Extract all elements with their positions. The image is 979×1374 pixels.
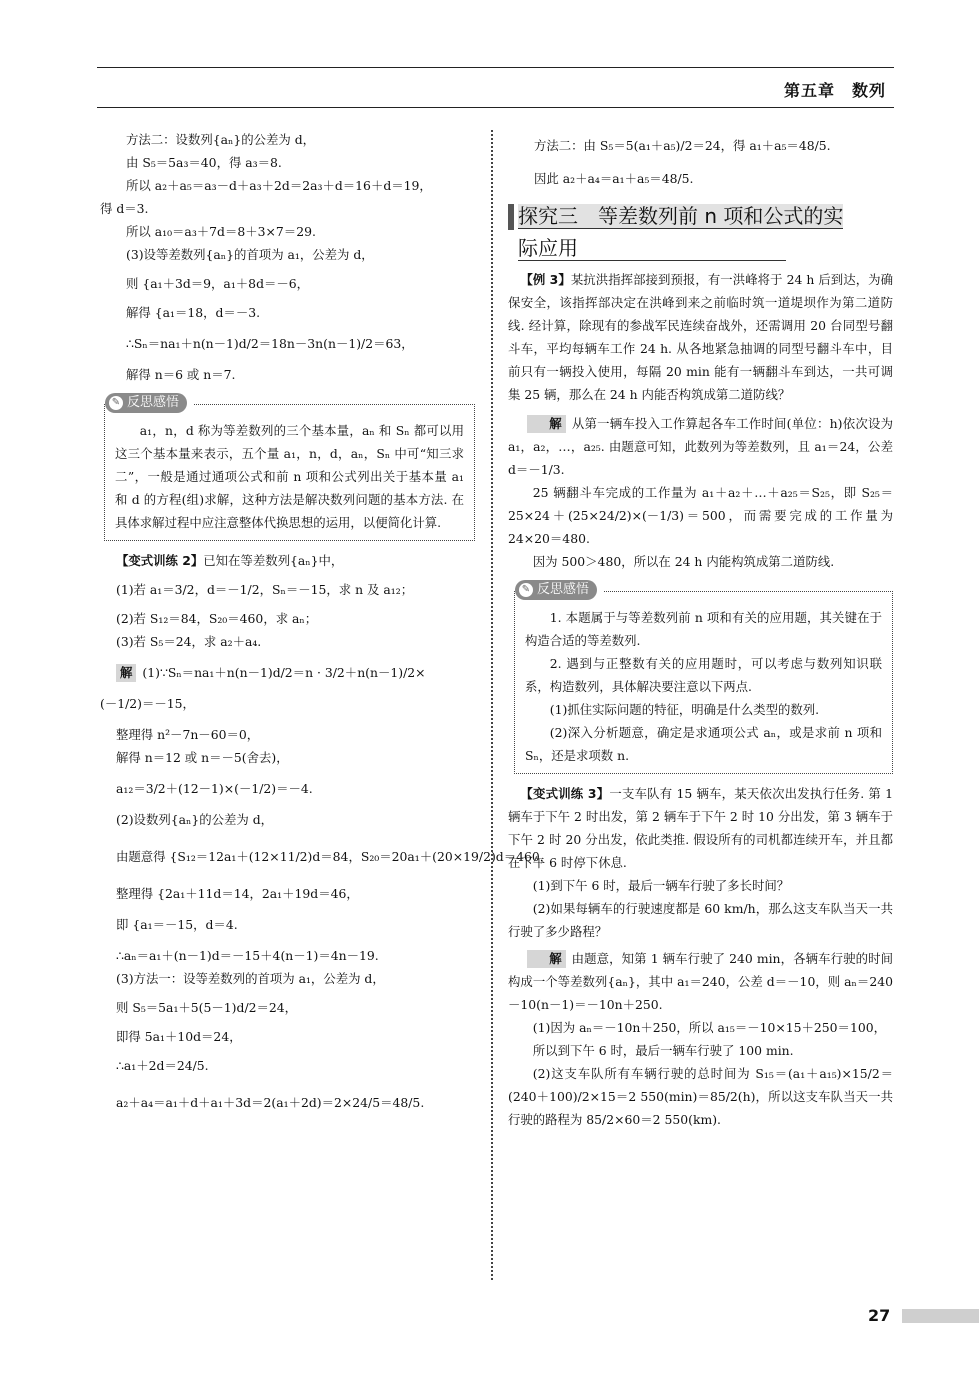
- chapter-title: 第五章 数列: [783, 81, 886, 100]
- text-line: 解得 n＝6 或 n＝7.: [126, 367, 236, 382]
- question-line: (2)若 S₁₂＝84，S₂₀＝460，求 aₙ；: [116, 611, 318, 626]
- equation-system: 整理得 {2a₁＋11d＝14，2a₁＋19d＝46，: [116, 886, 359, 901]
- reflection-text: (1)抓住实际问题的特征，明确是什么类型的数列.: [549, 702, 820, 717]
- solution-paragraph: (1)因为 aₙ＝－10n＋250，所以 a₁₅＝－10×15＋250＝100，: [532, 1020, 886, 1035]
- pencil-icon: ✎: [519, 583, 533, 597]
- exercise-heading: 【变式训练 2】已知在等差数列{aₙ}中，: [116, 553, 344, 568]
- solution-badge: 解: [116, 664, 136, 682]
- solution-line: 解得 n＝12 或 n＝－5(舍去)，: [116, 750, 289, 765]
- solution-line: (2)设数列{aₙ}的公差为 d，: [116, 812, 274, 827]
- reflection-tab: ✎ 反思感悟: [515, 580, 603, 600]
- solution-line: 整理得 n²－7n－60＝0，: [116, 727, 260, 742]
- text-line: 所以 a₂＋a₅＝a₃－d＋a₃＋2d＝2a₃＋d＝16＋d＝19，: [126, 178, 432, 193]
- solution-line: (－1/2)＝－15，: [100, 696, 195, 711]
- section-heading: [508, 200, 893, 264]
- exercise-paragraph: 【变式训练 3】一支车队有 15 辆车，某天依次出发执行任务. 第 1 辆车于下午 2 时出发，第 2 辆车于下午 2 时 10 分出发，第 3 辆车于下午 2 时 20 分出发，依此类推. 假设所有的司机都连续开车，并且都在下午 6 时停下休息.: [508, 786, 894, 870]
- solution-line: 解 (1)∵Sₙ＝na₁＋n(n－1)d/2＝n · 3/2＋n(n－1)/2×: [100, 661, 475, 684]
- right-column: [508, 128, 893, 1131]
- reflection-text: 1. 本题属于与等差数列前 n 项和有关的应用题，其关键在于构造合适的等差数列.: [525, 610, 882, 648]
- text-line: 所以 a₁₀＝a₃＋7d＝8＋3×7＝29.: [126, 224, 316, 239]
- header-rule: [97, 107, 894, 108]
- solution-paragraph: (2)这支车队所有车辆行驶的总时间为 S₁₅＝(a₁＋a₁₅)×15/2＝(240＋100)/2×15＝2 550(min)＝85/2(h)，所以这支车队当天一共行驶的路程为 85/2×60＝2 550(km).: [508, 1066, 893, 1127]
- solution-badge: 解: [527, 950, 566, 968]
- solution-line: (3)方法一：设等差数列的首项为 a₁，公差为 d，: [116, 971, 385, 986]
- section-title-cont: 际应用: [518, 236, 786, 261]
- page-header: [97, 67, 894, 108]
- solution-badge: 解: [527, 415, 566, 433]
- text-line: (3)设等差数列{aₙ}的首项为 a₁，公差为 d，: [126, 247, 374, 262]
- example-paragraph: 【例 3】某抗洪指挥部接到预报，有一洪峰将于 24 h 后到达，为确保安全，该指挥部决定在洪峰到来之前临时筑一道堤坝作为第二道防线. 经计算，除现有的参战军民连续奋战外，还需调用 20 台同型号翻斗车，平均每辆车工作 24 h. 从各地紧急抽调的同型号翻斗车中，目前只有一辆投入使用，每隔 20 min 能有一辆翻斗车到达，一共可调集 25 辆，那么在 24 h 内能否构筑成第二道防线？: [508, 272, 894, 402]
- page-number-bar: [902, 1309, 979, 1323]
- solution-line: a₁₂＝3/2＋(12－1)×(－1/2)＝－4.: [116, 781, 313, 796]
- solution-line: ∴a₁＋2d＝24/5.: [116, 1058, 209, 1073]
- solution-paragraph: 解 由题意，知第 1 辆车行驶了 240 min，各辆车行驶的时间构成一个等差数列{aₙ}，其中 a₁＝240，公差 d＝－10，则 aₙ＝240－10(n－1)＝－10n＋250.: [508, 951, 893, 1012]
- text-line: 方法二：设数列{aₙ}的公差为 d，: [126, 132, 316, 147]
- solution-line: 即得 5a₁＋10d＝24，: [116, 1029, 242, 1044]
- text-line: 由 S₅＝5a₃＝40，得 a₃＝8.: [126, 155, 282, 170]
- formula-line: ∴Sₙ＝na₁＋n(n－1)d/2＝18n－3n(n－1)/2＝63，: [126, 336, 414, 351]
- text-line: 得 d＝3.: [100, 201, 149, 216]
- reflection-text: a₁，n，d 称为等差数列的三个基本量，aₙ 和 Sₙ 都可以用这三个基本量来表示，五个量 a₁，n，d，aₙ，Sₙ 中可“知三求二”，一般是通过通项公式和前 n 项和公式列出关于基本量 a₁ 和 d 的方程(组)求解，这种方法是解决数列问题的基本方法. 在具体求解过程中应注意整体代换思想的运用，以便简化计算.: [115, 423, 464, 530]
- reflection-box: [514, 582, 893, 774]
- reflection-text: 2. 遇到与正整数有关的应用题时，可以考虑与数列知识联系，构造数列，具体解决要注意以下两点.: [525, 656, 882, 694]
- equation-system: 解得 {a₁＝18，d＝－3.: [126, 305, 261, 320]
- solution-paragraph: 解 从第一辆车投入工作算起各车工作时间(单位：h)依次设为 a₁，a₂，…，a₂₅. 由题意可知，此数列为等差数列，且 a₁＝24，公差 d＝－1/3.: [508, 416, 893, 477]
- section-title: 探究三 等差数列前 n 项和公式的实: [518, 204, 844, 228]
- equation-system: 则 {a₁＋3d＝9，a₁＋8d＝－6，: [126, 276, 310, 291]
- solution-line: a₂＋a₄＝a₁＋d＋a₁＋3d＝2(a₁＋2d)＝2×24/5＝48/5.: [116, 1095, 425, 1110]
- reflection-tab: ✎ 反思感悟: [105, 393, 193, 413]
- column-divider: [491, 130, 493, 1280]
- pencil-icon: ✎: [109, 396, 123, 410]
- solution-line: ∴aₙ＝a₁＋(n－1)d＝－15＋4(n－1)＝4n－19.: [116, 948, 379, 963]
- equation-system: 即 {a₁＝－15，d＝4.: [116, 917, 238, 932]
- solution-paragraph: 所以到下午 6 时，最后一辆车行驶了 100 min.: [532, 1043, 794, 1058]
- question-line: (2)如果每辆车的行驶速度都是 60 km/h，那么这支车队当天一共行驶了多少路程？: [508, 901, 893, 939]
- question-line: (3)若 S₅＝24，求 a₂＋a₄.: [116, 634, 262, 649]
- solution-paragraph: 因为 500＞480，所以在 24 h 内能构筑成第二道防线.: [532, 554, 835, 569]
- solution-line: 则 S₅＝5a₁＋5(5－1)d/2＝24，: [116, 1000, 298, 1015]
- page-number: 27: [868, 1306, 891, 1325]
- question-line: (1)到下午 6 时，最后一辆车行驶了多长时间？: [532, 878, 790, 893]
- solution-paragraph: 25 辆翻斗车完成的工作量为 a₁＋a₂＋…＋a₂₅＝S₂₅，即 S₂₅＝25×24＋(25×24/2)×(－1/3)＝500，而需要完成的工作量为 24×20＝480.: [508, 485, 893, 546]
- formula-line: 方法二：由 S₅＝5(a₁＋a₅)/2＝24，得 a₁＋a₅＝48/5.: [534, 138, 831, 153]
- equation-system: 由题意得 {S₁₂＝12a₁＋(12×11/2)d＝84，S₂₀＝20a₁＋(20×19/2)d＝460，: [116, 849, 553, 864]
- reflection-text: (2)深入分析题意，确定是求通项公式 aₙ，或是求前 n 项和 Sₙ，还是求项数 n.: [525, 725, 882, 763]
- section-bar: [508, 204, 514, 230]
- reflection-box: [104, 395, 475, 541]
- formula-line: 因此 a₂＋a₄＝a₁＋a₅＝48/5.: [534, 171, 694, 186]
- question-line: (1)若 a₁＝3/2，d＝－1/2，Sₙ＝－15，求 n 及 a₁₂；: [116, 582, 414, 597]
